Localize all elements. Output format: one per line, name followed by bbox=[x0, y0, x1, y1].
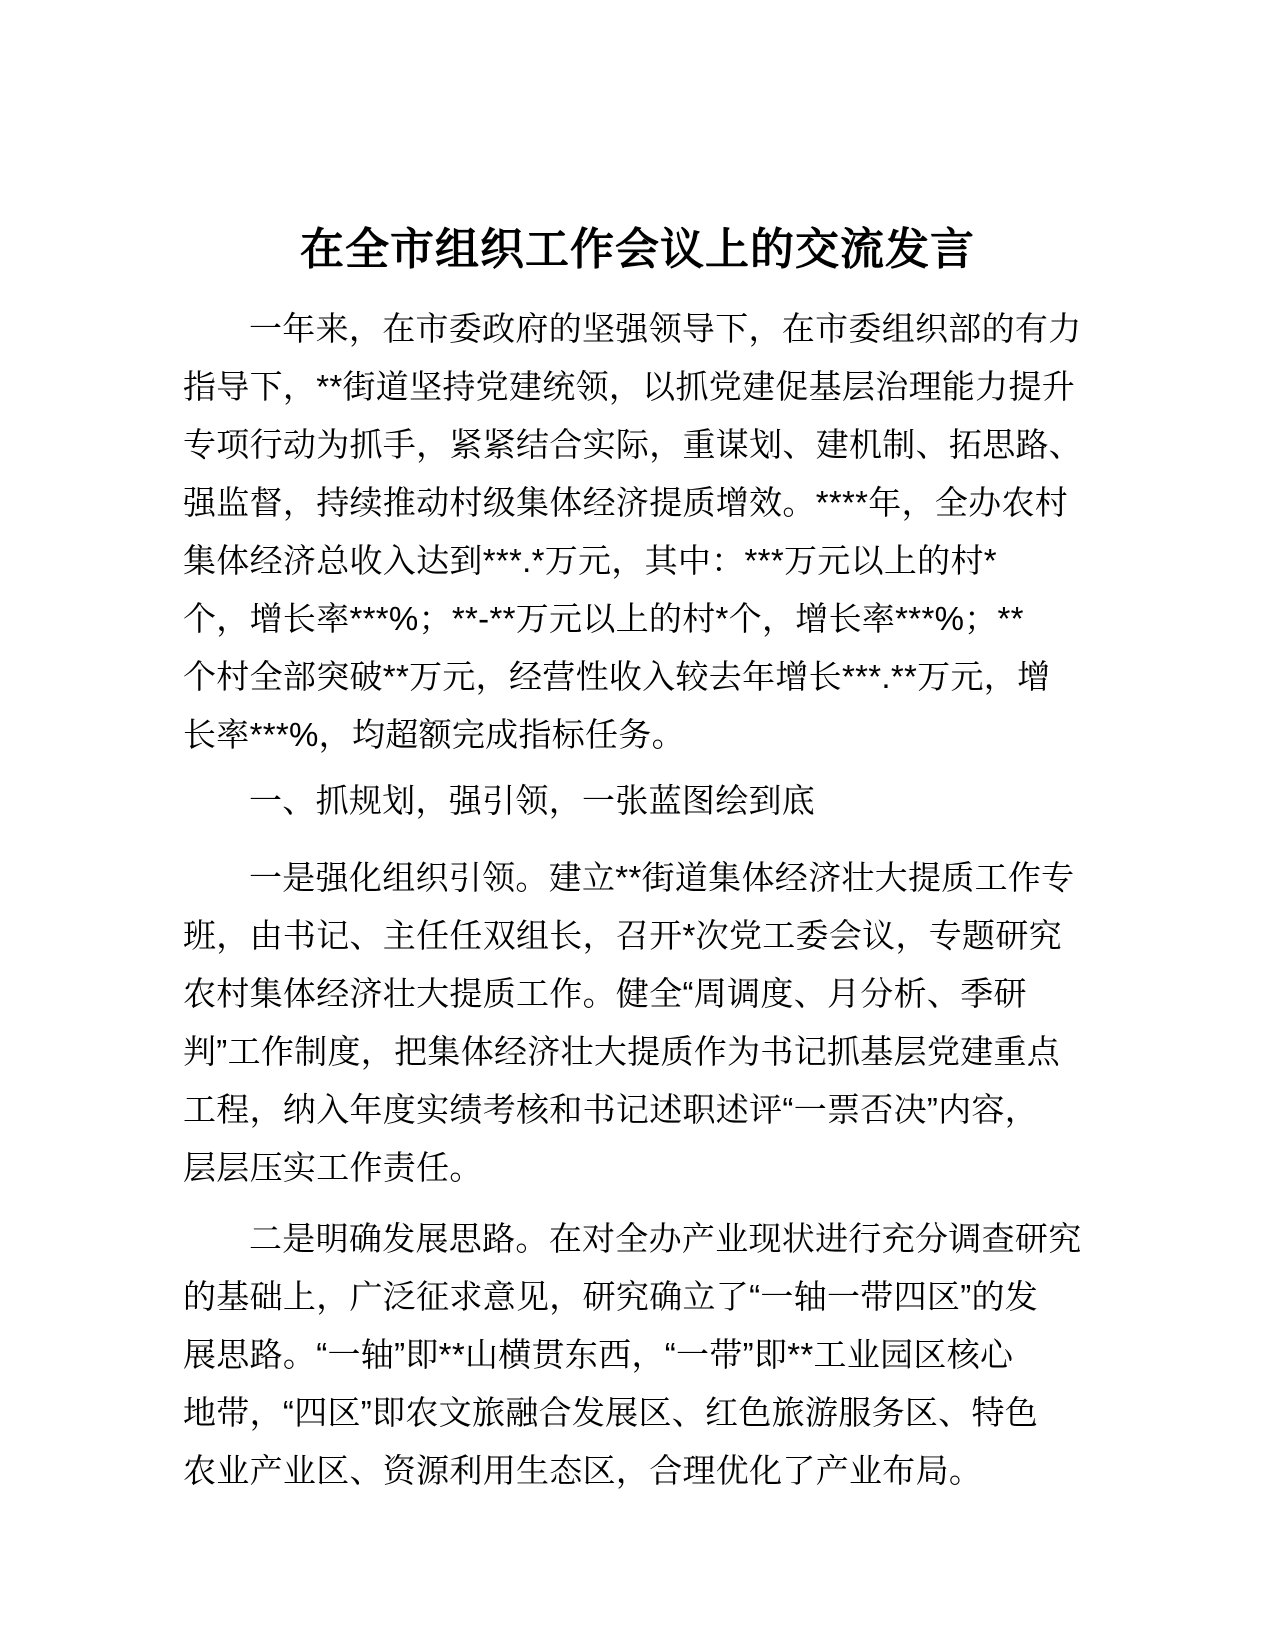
document-title: 在全市组织工作会议上的交流发言 bbox=[300, 225, 975, 274]
text-line: 个，增长率***%；**-**万元以上的村*个，增长率***%；** bbox=[183, 600, 1024, 637]
text-line: 工程，纳入年度实绩考核和书记述职述评“一票否决”内容， bbox=[183, 1091, 1039, 1128]
text-line: 的基础上，广泛征求意见，研究确立了“一轴一带四区”的发 bbox=[183, 1278, 1039, 1315]
text-line: 二是明确发展思路。在对全办产业现状进行充分调查研究 bbox=[249, 1220, 1082, 1257]
text-line: 个村全部突破**万元，经营性收入较去年增长***.**万元，增 bbox=[183, 658, 1051, 695]
section-heading-1 bbox=[183, 772, 1092, 830]
text-line: 展思路。“一轴”即**山横贯东西，“一带”即**工业园区核心 bbox=[183, 1336, 1014, 1373]
text-line: 层层压实工作责任。 bbox=[183, 1149, 483, 1186]
text-line: 集体经济总收入达到***.*万元，其中：***万元以上的村* bbox=[183, 542, 997, 579]
text-line: 专项行动为抓手，紧紧结合实际，重谋划、建机制、拓思路、 bbox=[183, 426, 1083, 463]
paragraph-point-1 bbox=[183, 849, 1092, 1197]
text-line: 长率***%，均超额完成指标任务。 bbox=[183, 716, 685, 753]
text-line: 地带，“四区”即农文旅融合发展区、红色旅游服务区、特色 bbox=[183, 1394, 1039, 1431]
text-line: 一年来，在市委政府的坚强领导下，在市委组织部的有力 bbox=[249, 310, 1082, 347]
paragraph-point-2 bbox=[183, 1210, 1092, 1500]
text-line: 农村集体经济壮大提质工作。健全“周调度、月分析、季研 bbox=[183, 975, 1027, 1012]
text-line: 农业产业区、资源利用生态区，合理优化了产业布局。 bbox=[183, 1452, 983, 1489]
text-line: 班，由书记、主任任双组长，召开*次党工委会议，专题研究 bbox=[183, 917, 1062, 954]
text-line: 判”工作制度，把集体经济壮大提质作为书记抓基层党建重点 bbox=[183, 1033, 1061, 1070]
text-line: 指导下，**街道坚持党建统领，以抓党建促基层治理能力提升 bbox=[183, 368, 1076, 405]
text-line: 一是强化组织引领。建立**街道集体经济壮大提质工作专 bbox=[249, 859, 1075, 896]
paragraph-intro bbox=[183, 300, 1092, 764]
heading-text: 一、抓规划，强引领，一张蓝图绘到底 bbox=[249, 782, 816, 819]
text-line: 强监督，持续推动村级集体经济提质增效。****年，全办农村 bbox=[183, 484, 1069, 521]
